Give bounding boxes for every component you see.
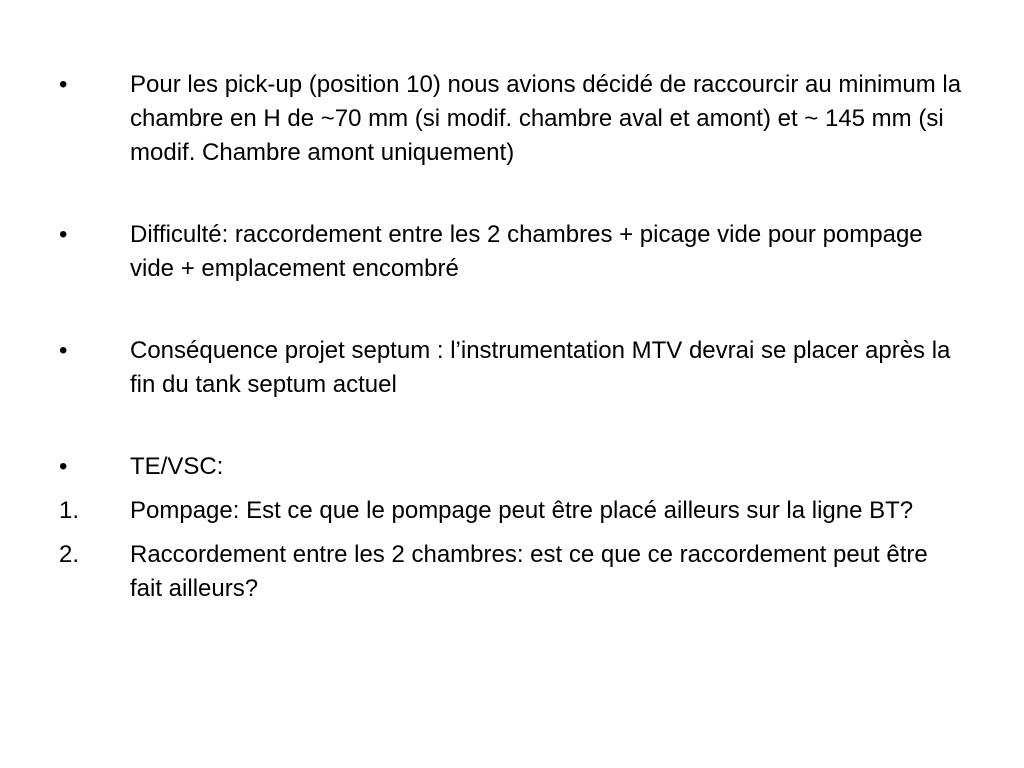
- number-marker: 2.: [59, 541, 80, 568]
- bullet-item: [59, 68, 964, 170]
- bullet-text: Conséquence projet septum : l’instrumentation MTV devrai se placer après la fin du tank septum actuel: [130, 337, 951, 398]
- numbered-item: [59, 494, 964, 528]
- bullet-item: [59, 218, 964, 286]
- numbered-text: Pompage: Est ce que le pompage peut être placé ailleurs sur la ligne BT?: [130, 497, 914, 524]
- numbered-item: [59, 538, 964, 606]
- numbered-text: Raccordement entre les 2 chambres: est ce que ce raccordement peut être fait ailleurs?: [130, 541, 928, 602]
- bullet-item: [59, 450, 964, 484]
- bullet-marker: •: [59, 337, 68, 364]
- number-marker: 1.: [59, 497, 80, 524]
- bullet-text: Pour les pick-up (position 10) nous avions décidé de raccourcir au minimum la chambre en H de ~70 mm (si modif. chambre aval et amont) et ~ 145 mm (si modif. Chambre amont uniquement): [130, 71, 962, 166]
- bullet-item: [59, 334, 964, 402]
- bullet-text: TE/VSC:: [130, 453, 224, 480]
- bullet-marker: •: [59, 453, 68, 480]
- bullet-marker: •: [59, 71, 68, 98]
- bullet-text: Difficulté: raccordement entre les 2 chambres + picage vide pour pompage vide + emplacement encombré: [130, 221, 923, 282]
- bullet-marker: •: [59, 221, 68, 248]
